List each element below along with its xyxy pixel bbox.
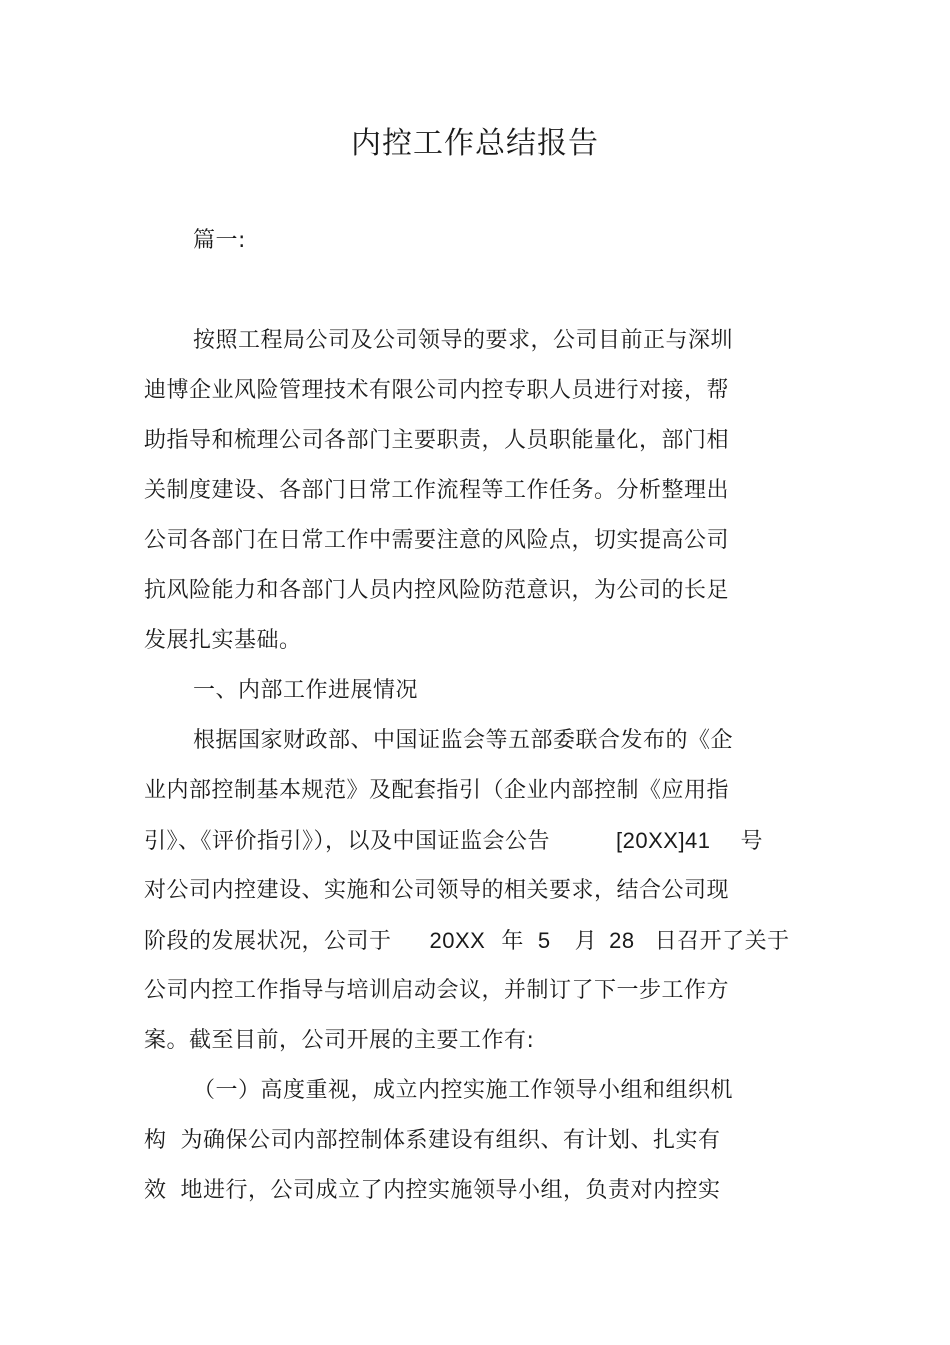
paragraph-line: [144, 926, 790, 957]
paragraph-line: [144, 1126, 721, 1156]
paragraph-line: [144, 1176, 721, 1206]
paragraph-line: 公司各部门在日常工作中需要注意的风险点，切实提高公司: [144, 528, 730, 553]
paragraph-line: 业内部控制基本规范》及配套指引（企业内部控制《应用指: [144, 778, 730, 803]
paragraph-text: 构: [144, 1128, 167, 1153]
paragraph-line: 案。截至目前，公司开展的主要工作有:: [144, 1028, 535, 1053]
paragraph-line: 公司内控工作指导与培训启动会议，并制订了下一步工作方: [144, 978, 730, 1003]
subsection-heading: （一）高度重视，成立内控实施工作领导小组和组织机: [193, 1078, 734, 1103]
document-title: 内控工作总结报告: [351, 126, 599, 161]
paragraph-line: 对公司内控建设、实施和公司领导的相关要求，结合公司现: [144, 878, 730, 903]
paragraph-line: 根据国家财政部、中国证监会等五部委联合发布的《企: [193, 728, 734, 753]
paragraph-text: 引》、《评价指引》），以及中国证监会公告: [144, 829, 551, 854]
paragraph-text: 为确保公司内部控制体系建设有组织、有计划、扎实有: [180, 1128, 721, 1153]
year-char: 年: [501, 929, 524, 954]
meeting-month: 5: [537, 928, 551, 953]
paragraph-line: 迪博企业风险管理技术有限公司内控专职人员进行对接，帮: [144, 378, 730, 403]
paragraph-line: 发展扎实基础。: [144, 628, 302, 653]
paragraph-text: 日召开了关于: [654, 929, 790, 954]
paragraph-text: 效: [144, 1178, 167, 1203]
paragraph-line: 按照工程局公司及公司领导的要求，公司目前正与深圳: [193, 328, 734, 353]
paragraph-line: [144, 826, 763, 857]
paragraph-line: 关制度建设、各部门日常工作流程等工作任务。分析整理出: [144, 478, 730, 503]
paragraph-text: 阶段的发展状况，公司于: [144, 929, 392, 954]
paragraph-line: 助指导和梳理公司各部门主要职责，人员职能量化，部门相: [144, 428, 730, 453]
meeting-year: 20XX: [429, 928, 486, 953]
month-char: 月: [574, 929, 598, 954]
paragraph-text: 号: [740, 829, 764, 854]
meeting-day: 28: [609, 928, 635, 953]
paragraph-text: 地进行，公司成立了内控实施领导小组，负责对内控实: [180, 1178, 721, 1203]
announcement-number: [20XX]41: [616, 828, 711, 853]
paragraph-line: 抗风险能力和各部门人员内控风险防范意识，为公司的长足: [144, 578, 730, 603]
section-heading: 一、内部工作进展情况: [193, 678, 419, 703]
section-label: 篇一:: [193, 228, 246, 253]
